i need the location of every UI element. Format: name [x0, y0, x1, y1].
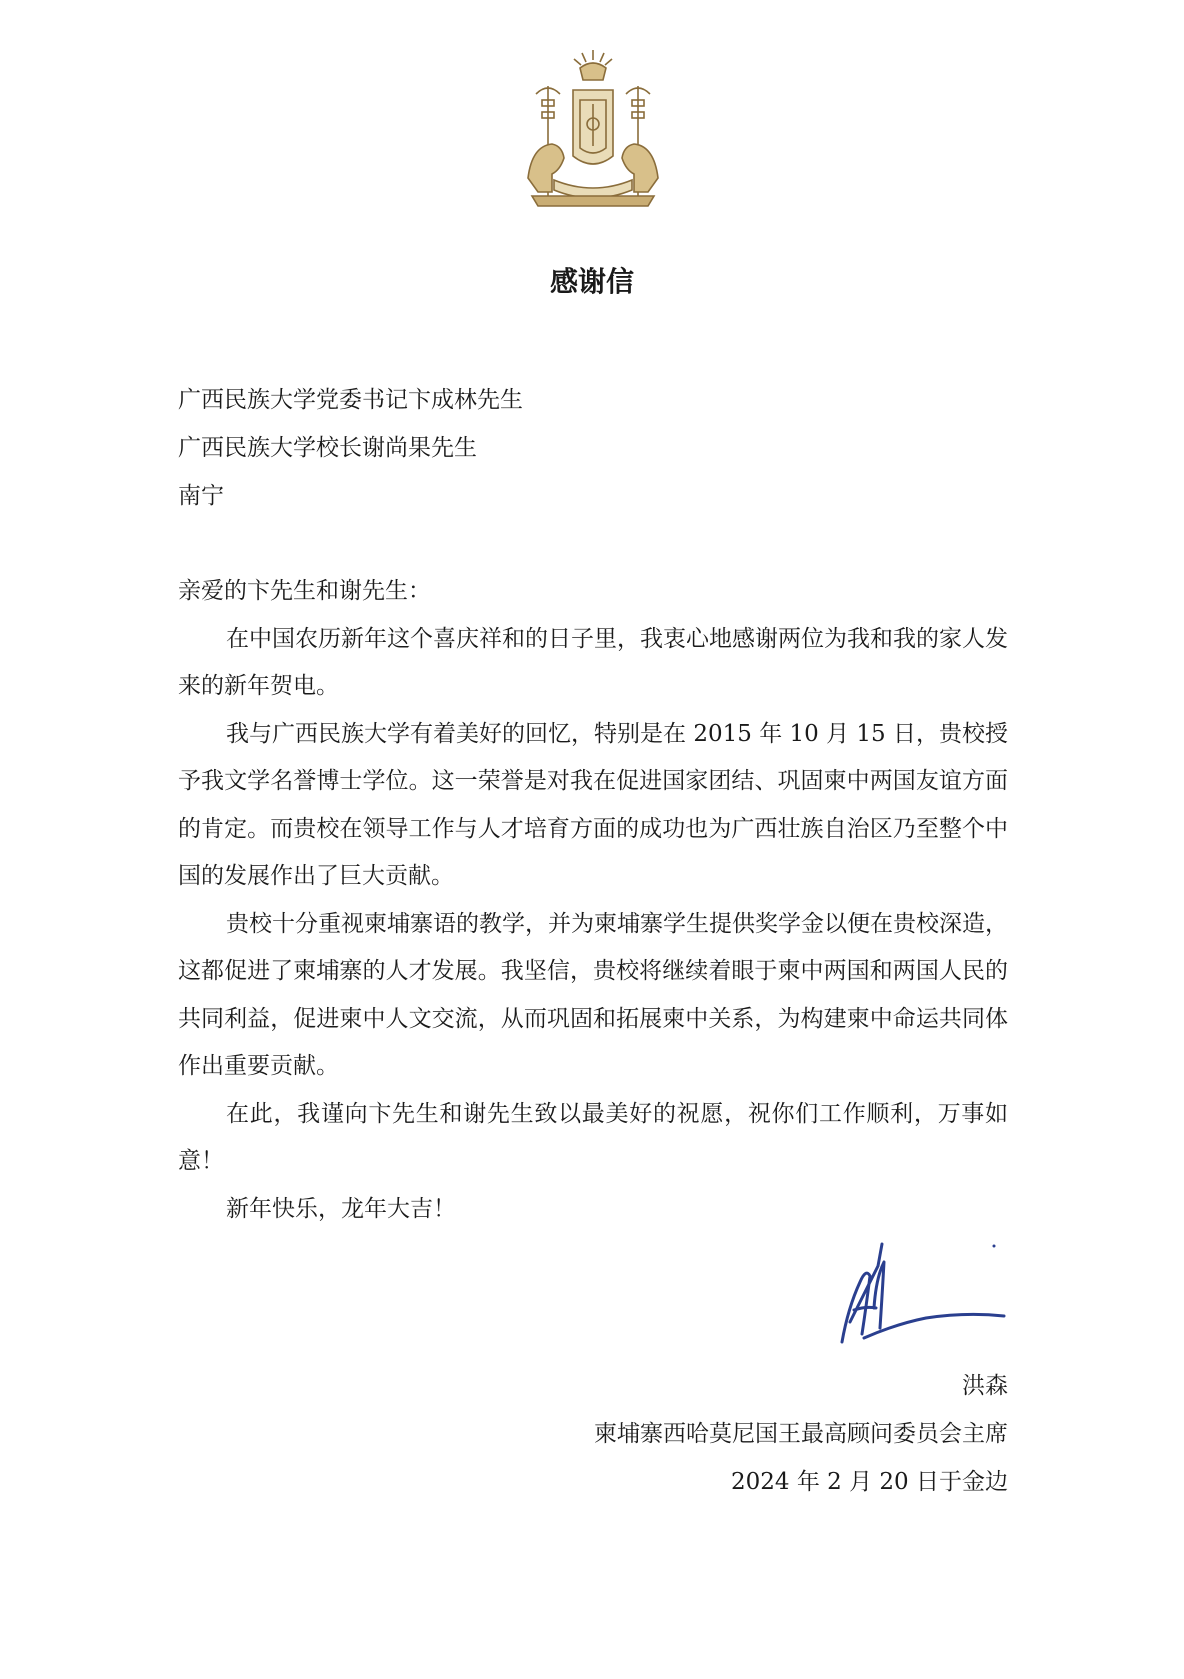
letter-title: 感谢信: [549, 265, 634, 298]
body-paragraph: 在此，我谨向卞先生和谢先生致以最美好的祝愿，祝你们工作顺利，万事如意！: [178, 1100, 1008, 1174]
recipient-line: 广西民族大学校长谢尚果先生: [178, 435, 477, 461]
signer-title: 柬埔寨西哈莫尼国王最高顾问委员会主席: [594, 1421, 1008, 1447]
recipient-block: [178, 376, 1018, 520]
body-paragraph: 我与广西民族大学有着美好的回忆，特别是在 2015 年 10 月 15 日，贵校授予我文学名誉博士学位。这一荣誉是对我在促进国家团结、巩固柬中两国友谊方面的肯定。而贵校在领导工作与人才培育方面的成功也为广西壮族自治区乃至整个中国的发展作出了巨大贡献。: [178, 720, 1008, 889]
body-paragraph: 贵校十分重视柬埔寨语的教学，并为柬埔寨学生提供奖学金以便在贵校深造，这都促进了柬埔寨的人才发展。我坚信，贵校将继续着眼于柬中两国和两国人民的共同利益，促进柬中人文交流，从而巩固和拓展柬中关系，为构建柬中命运共同体作出重要贡献。: [178, 910, 1008, 1079]
recipient-line: 广西民族大学党委书记卞成林先生: [178, 387, 523, 413]
royal-coat-of-arms-emblem: [518, 46, 668, 208]
body-paragraph: 在中国农历新年这个喜庆祥和的日子里，我衷心地感谢两位为我和我的家人发来的新年贺电。: [178, 625, 1008, 699]
date-place: 2024 年 2 月 20 日于金边: [731, 1469, 1008, 1495]
salutation: 亲爱的卞先生和谢先生：: [178, 578, 431, 604]
signer-name: 洪森: [962, 1373, 1008, 1399]
recipient-city: 南宁: [178, 483, 224, 509]
body-paragraph: 新年快乐，龙年大吉！: [226, 1195, 456, 1222]
handwritten-signature: [836, 1238, 1012, 1348]
closing-block: [308, 1362, 1008, 1506]
letter-body: [178, 568, 1008, 1233]
